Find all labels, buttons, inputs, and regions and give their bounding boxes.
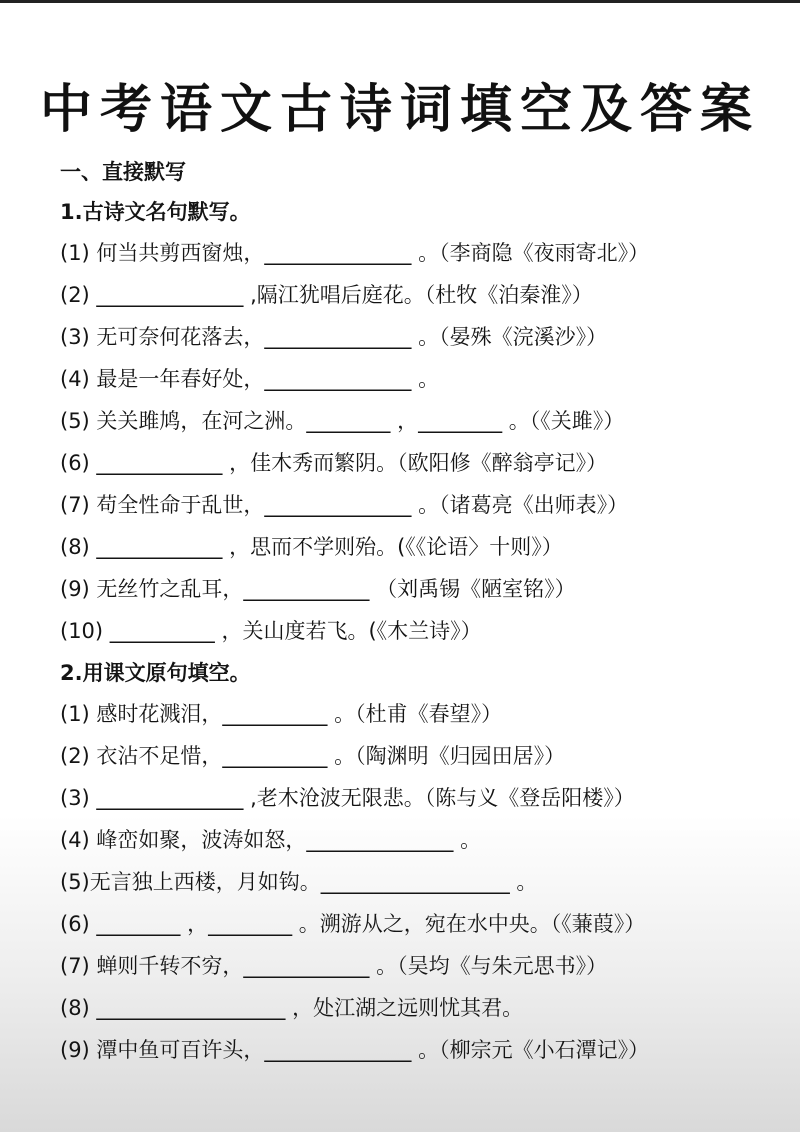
question-line: (4) 最是一年春好处，______________ 。 bbox=[60, 367, 440, 391]
question-line: (6) ____________ ，佳木秀而繁阴。（欧阳修《醉翁亭记》） bbox=[60, 451, 608, 475]
question-line: (8) __________________ ，处江湖之远则忧其君。 bbox=[60, 996, 524, 1020]
question-line: (8) ____________ ，思而不学则殆。(《《论语〉十则》） bbox=[60, 535, 563, 559]
question-line: (2) 衣沾不足惜，__________ 。（陶渊明《归园田居》） bbox=[60, 744, 566, 768]
question-line: (7) 蝉则千转不穷，____________ 。（吴均《与朱元思书》） bbox=[60, 954, 608, 978]
question-line: (1) 感时花溅泪，__________ 。（杜甫《春望》） bbox=[60, 702, 503, 726]
question-line: (10) __________ ，关山度若飞。(《木兰诗》） bbox=[60, 619, 482, 643]
subsection-heading-1: 1.古诗文名句默写。 bbox=[60, 200, 251, 224]
top-border bbox=[0, 0, 800, 3]
question-line: (3) 无可奈何花落去，______________ 。（晏殊《浣溪沙》） bbox=[60, 325, 608, 349]
question-line: (3) ______________ ,老木沧波无限悲。（陈与义《登岳阳楼》） bbox=[60, 786, 635, 810]
question-line: (2) ______________ ,隔江犹唱后庭花。（杜牧《泊秦淮》） bbox=[60, 283, 593, 307]
question-line: (5) 关关雎鸠，在河之洲。________ ，________ 。（《关雎》） bbox=[60, 409, 625, 433]
question-line: (9) 潭中鱼可百许头，______________ 。（柳宗元《小石潭记》） bbox=[60, 1038, 650, 1062]
question-line: (5)无言独上西楼，月如钩。__________________ 。 bbox=[60, 870, 538, 894]
question-line: (9) 无丝竹之乱耳，____________ （刘禹锡《陋室铭》） bbox=[60, 577, 576, 601]
question-line: (1) 何当共剪西窗烛，______________ 。（李商隐《夜雨寄北》） bbox=[60, 241, 650, 265]
question-line: (7) 苟全性命于乱世，______________ 。（诸葛亮《出师表》） bbox=[60, 493, 629, 517]
question-line: (4) 峰峦如聚，波涛如怒，______________ 。 bbox=[60, 828, 482, 852]
question-line: (6) ________ ，________ 。溯游从之，宛在水中央。（《蒹葭》） bbox=[60, 912, 646, 936]
subsection-heading-2: 2.用课文原句填空。 bbox=[60, 661, 251, 685]
page-title: 中考语文古诗词填空及答案 bbox=[39, 79, 760, 140]
section-heading: 一、直接默写 bbox=[60, 160, 186, 184]
